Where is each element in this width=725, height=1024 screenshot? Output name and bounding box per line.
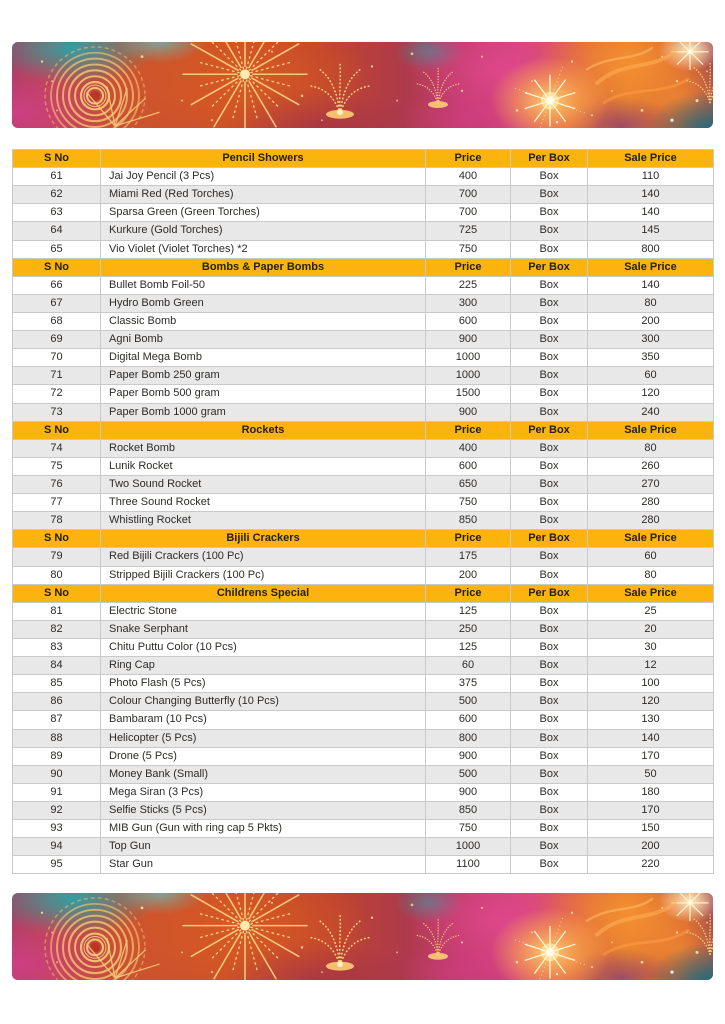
fireworks-banner-bottom [12, 893, 713, 980]
cell-sale-price: 300 [588, 331, 714, 349]
table-row [13, 548, 714, 566]
cell-per-box: Box [511, 349, 588, 367]
table-row [13, 765, 714, 783]
cell-sno: 87 [13, 711, 101, 729]
cell-sale-price: 140 [588, 204, 714, 222]
table-row [13, 240, 714, 258]
cell-per-box: Box [511, 838, 588, 856]
section-title: Childrens Special [101, 584, 426, 602]
table-row [13, 168, 714, 186]
cell-sno: 90 [13, 765, 101, 783]
cell-sno: 73 [13, 403, 101, 421]
cell-sale-price: 800 [588, 240, 714, 258]
cell-item: Bullet Bomb Foil-50 [101, 276, 426, 294]
cell-per-box: Box [511, 294, 588, 312]
cell-per-box: Box [511, 693, 588, 711]
cell-price: 400 [426, 439, 511, 457]
cell-item: Drone (5 Pcs) [101, 747, 426, 765]
cell-item: MIB Gun (Gun with ring cap 5 Pkts) [101, 820, 426, 838]
table-row [13, 294, 714, 312]
cell-sale-price: 280 [588, 512, 714, 530]
cell-item: Digital Mega Bomb [101, 349, 426, 367]
table-row [13, 403, 714, 421]
section-header-row [13, 421, 714, 439]
cell-item: Hydro Bomb Green [101, 294, 426, 312]
cell-sale-price: 120 [588, 693, 714, 711]
cell-per-box: Box [511, 566, 588, 584]
cell-item: Top Gun [101, 838, 426, 856]
cell-sno: 65 [13, 240, 101, 258]
cell-price: 1100 [426, 856, 511, 874]
cell-per-box: Box [511, 312, 588, 330]
cell-sno: 62 [13, 186, 101, 204]
cell-sno: 71 [13, 367, 101, 385]
cell-sale-price: 170 [588, 747, 714, 765]
cell-per-box: Box [511, 856, 588, 874]
sale-price-column-header: Sale Price [588, 150, 714, 168]
cell-price: 900 [426, 783, 511, 801]
cell-item: Money Bank (Small) [101, 765, 426, 783]
cell-item: Mega Siran (3 Pcs) [101, 783, 426, 801]
sale-price-column-header: Sale Price [588, 421, 714, 439]
section-title: Bombs & Paper Bombs [101, 258, 426, 276]
cell-sno: 95 [13, 856, 101, 874]
cell-price: 600 [426, 312, 511, 330]
cell-sale-price: 80 [588, 439, 714, 457]
cell-per-box: Box [511, 638, 588, 656]
cell-sno: 70 [13, 349, 101, 367]
cell-sno: 66 [13, 276, 101, 294]
cell-sale-price: 140 [588, 186, 714, 204]
cell-price: 800 [426, 729, 511, 747]
cell-per-box: Box [511, 204, 588, 222]
cell-per-box: Box [511, 457, 588, 475]
cell-per-box: Box [511, 222, 588, 240]
table-row [13, 222, 714, 240]
cell-price: 900 [426, 331, 511, 349]
cell-price: 500 [426, 765, 511, 783]
cell-item: Photo Flash (5 Pcs) [101, 675, 426, 693]
section-header-row [13, 150, 714, 168]
cell-sno: 74 [13, 439, 101, 457]
price-column-header: Price [426, 421, 511, 439]
cell-price: 750 [426, 240, 511, 258]
table-row [13, 367, 714, 385]
cell-per-box: Box [511, 331, 588, 349]
table-row [13, 747, 714, 765]
cell-sno: 78 [13, 512, 101, 530]
cell-sno: 82 [13, 620, 101, 638]
cell-sale-price: 50 [588, 765, 714, 783]
table-row [13, 638, 714, 656]
cell-per-box: Box [511, 801, 588, 819]
cell-item: Chitu Puttu Color (10 Pcs) [101, 638, 426, 656]
cell-item: Whistling Rocket [101, 512, 426, 530]
table-row [13, 385, 714, 403]
cell-price: 600 [426, 711, 511, 729]
cell-item: Selfie Sticks (5 Pcs) [101, 801, 426, 819]
cell-price: 125 [426, 602, 511, 620]
cell-per-box: Box [511, 548, 588, 566]
cell-item: Rocket Bomb [101, 439, 426, 457]
cell-price: 125 [426, 638, 511, 656]
cell-sale-price: 100 [588, 675, 714, 693]
cell-per-box: Box [511, 820, 588, 838]
cell-item: Vio Violet (Violet Torches) *2 [101, 240, 426, 258]
cell-price: 850 [426, 512, 511, 530]
cell-price: 500 [426, 693, 511, 711]
cell-price: 725 [426, 222, 511, 240]
cell-sale-price: 220 [588, 856, 714, 874]
table-row [13, 801, 714, 819]
cell-sno: 85 [13, 675, 101, 693]
cell-sno: 79 [13, 548, 101, 566]
cell-sale-price: 145 [588, 222, 714, 240]
cell-per-box: Box [511, 186, 588, 204]
cell-price: 200 [426, 566, 511, 584]
cell-sale-price: 110 [588, 168, 714, 186]
cell-per-box: Box [511, 711, 588, 729]
cell-per-box: Box [511, 367, 588, 385]
cell-sale-price: 170 [588, 801, 714, 819]
cell-price: 375 [426, 675, 511, 693]
cell-item: Helicopter (5 Pcs) [101, 729, 426, 747]
table-row [13, 494, 714, 512]
cell-price: 750 [426, 494, 511, 512]
table-row [13, 729, 714, 747]
cell-per-box: Box [511, 276, 588, 294]
per-box-column-header: Per Box [511, 421, 588, 439]
table-row [13, 838, 714, 856]
cell-per-box: Box [511, 512, 588, 530]
sno-column-header: S No [13, 150, 101, 168]
sale-price-column-header: Sale Price [588, 530, 714, 548]
table-row [13, 276, 714, 294]
price-column-header: Price [426, 530, 511, 548]
table-row [13, 602, 714, 620]
cell-sale-price: 200 [588, 838, 714, 856]
table-row [13, 186, 714, 204]
cell-sale-price: 140 [588, 276, 714, 294]
table-row [13, 312, 714, 330]
cell-price: 750 [426, 820, 511, 838]
per-box-column-header: Per Box [511, 258, 588, 276]
cell-item: Red Bijili Crackers (100 Pc) [101, 548, 426, 566]
cell-per-box: Box [511, 747, 588, 765]
table-row [13, 711, 714, 729]
cell-sno: 83 [13, 638, 101, 656]
cell-item: Ring Cap [101, 657, 426, 675]
section-title: Bijili Crackers [101, 530, 426, 548]
sno-column-header: S No [13, 258, 101, 276]
cell-item: Bambaram (10 Pcs) [101, 711, 426, 729]
fireworks-artwork-icon [12, 42, 713, 128]
cell-price: 300 [426, 294, 511, 312]
cell-price: 1500 [426, 385, 511, 403]
cell-item: Paper Bomb 250 gram [101, 367, 426, 385]
cell-price: 225 [426, 276, 511, 294]
cell-price: 700 [426, 186, 511, 204]
table-row [13, 457, 714, 475]
cell-sale-price: 60 [588, 548, 714, 566]
cell-sale-price: 20 [588, 620, 714, 638]
cell-per-box: Box [511, 602, 588, 620]
cell-sale-price: 80 [588, 566, 714, 584]
price-column-header: Price [426, 258, 511, 276]
cell-sale-price: 25 [588, 602, 714, 620]
cell-sale-price: 150 [588, 820, 714, 838]
cell-sno: 68 [13, 312, 101, 330]
price-column-header: Price [426, 150, 511, 168]
cell-per-box: Box [511, 729, 588, 747]
price-column-header: Price [426, 584, 511, 602]
cell-sno: 84 [13, 657, 101, 675]
cell-per-box: Box [511, 403, 588, 421]
table-row [13, 475, 714, 493]
per-box-column-header: Per Box [511, 150, 588, 168]
cell-price: 650 [426, 475, 511, 493]
cell-sno: 61 [13, 168, 101, 186]
price-table-body [13, 150, 714, 874]
per-box-column-header: Per Box [511, 530, 588, 548]
cell-item: Classic Bomb [101, 312, 426, 330]
cell-sale-price: 200 [588, 312, 714, 330]
fireworks-artwork-icon [12, 893, 713, 980]
cell-per-box: Box [511, 385, 588, 403]
table-row [13, 349, 714, 367]
cell-price: 1000 [426, 349, 511, 367]
table-row [13, 693, 714, 711]
fireworks-banner-top [12, 42, 713, 128]
cell-sno: 88 [13, 729, 101, 747]
cell-price: 250 [426, 620, 511, 638]
cell-per-box: Box [511, 675, 588, 693]
cell-per-box: Box [511, 475, 588, 493]
table-row [13, 657, 714, 675]
sno-column-header: S No [13, 584, 101, 602]
cell-sno: 93 [13, 820, 101, 838]
per-box-column-header: Per Box [511, 584, 588, 602]
cell-sno: 92 [13, 801, 101, 819]
cell-sno: 72 [13, 385, 101, 403]
section-title: Rockets [101, 421, 426, 439]
cell-price: 600 [426, 457, 511, 475]
cell-sale-price: 280 [588, 494, 714, 512]
cell-sno: 94 [13, 838, 101, 856]
table-row [13, 204, 714, 222]
cell-sno: 77 [13, 494, 101, 512]
cell-sno: 89 [13, 747, 101, 765]
table-row [13, 439, 714, 457]
cell-per-box: Box [511, 240, 588, 258]
cell-per-box: Box [511, 765, 588, 783]
cell-sale-price: 60 [588, 367, 714, 385]
cell-item: Paper Bomb 1000 gram [101, 403, 426, 421]
sale-price-column-header: Sale Price [588, 258, 714, 276]
cell-sno: 91 [13, 783, 101, 801]
cell-sale-price: 260 [588, 457, 714, 475]
cell-sale-price: 130 [588, 711, 714, 729]
cell-sale-price: 140 [588, 729, 714, 747]
table-row [13, 620, 714, 638]
cell-price: 1000 [426, 838, 511, 856]
price-table [12, 149, 714, 874]
cell-per-box: Box [511, 657, 588, 675]
cell-sale-price: 240 [588, 403, 714, 421]
table-row [13, 331, 714, 349]
cell-item: Two Sound Rocket [101, 475, 426, 493]
table-row [13, 566, 714, 584]
table-row [13, 783, 714, 801]
cell-sno: 86 [13, 693, 101, 711]
cell-price: 1000 [426, 367, 511, 385]
cell-item: Star Gun [101, 856, 426, 874]
cell-item: Three Sound Rocket [101, 494, 426, 512]
cell-per-box: Box [511, 439, 588, 457]
table-row [13, 512, 714, 530]
cell-item: Jai Joy Pencil (3 Pcs) [101, 168, 426, 186]
table-row [13, 675, 714, 693]
sno-column-header: S No [13, 421, 101, 439]
table-row [13, 856, 714, 874]
cell-price: 175 [426, 548, 511, 566]
cell-sale-price: 120 [588, 385, 714, 403]
cell-sno: 64 [13, 222, 101, 240]
cell-sale-price: 350 [588, 349, 714, 367]
section-header-row [13, 530, 714, 548]
cell-sale-price: 180 [588, 783, 714, 801]
section-header-row [13, 584, 714, 602]
cell-sno: 69 [13, 331, 101, 349]
cell-item: Agni Bomb [101, 331, 426, 349]
cell-item: Paper Bomb 500 gram [101, 385, 426, 403]
cell-sno: 76 [13, 475, 101, 493]
cell-item: Miami Red (Red Torches) [101, 186, 426, 204]
cell-item: Stripped Bijili Crackers (100 Pc) [101, 566, 426, 584]
cell-item: Sparsa Green (Green Torches) [101, 204, 426, 222]
cell-price: 900 [426, 747, 511, 765]
cell-item: Kurkure (Gold Torches) [101, 222, 426, 240]
cell-item: Lunik Rocket [101, 457, 426, 475]
cell-per-box: Box [511, 168, 588, 186]
cell-price: 900 [426, 403, 511, 421]
cell-sno: 75 [13, 457, 101, 475]
cell-sale-price: 30 [588, 638, 714, 656]
section-header-row [13, 258, 714, 276]
cell-item: Snake Serphant [101, 620, 426, 638]
table-row [13, 820, 714, 838]
cell-price: 400 [426, 168, 511, 186]
cell-item: Electric Stone [101, 602, 426, 620]
cell-sno: 80 [13, 566, 101, 584]
cell-sno: 81 [13, 602, 101, 620]
sno-column-header: S No [13, 530, 101, 548]
cell-item: Colour Changing Butterfly (10 Pcs) [101, 693, 426, 711]
cell-price: 850 [426, 801, 511, 819]
cell-sale-price: 80 [588, 294, 714, 312]
cell-per-box: Box [511, 494, 588, 512]
cell-sale-price: 12 [588, 657, 714, 675]
cell-sno: 67 [13, 294, 101, 312]
cell-per-box: Box [511, 620, 588, 638]
cell-per-box: Box [511, 783, 588, 801]
section-title: Pencil Showers [101, 150, 426, 168]
cell-price: 60 [426, 657, 511, 675]
sale-price-column-header: Sale Price [588, 584, 714, 602]
cell-sno: 63 [13, 204, 101, 222]
cell-price: 700 [426, 204, 511, 222]
cell-sale-price: 270 [588, 475, 714, 493]
